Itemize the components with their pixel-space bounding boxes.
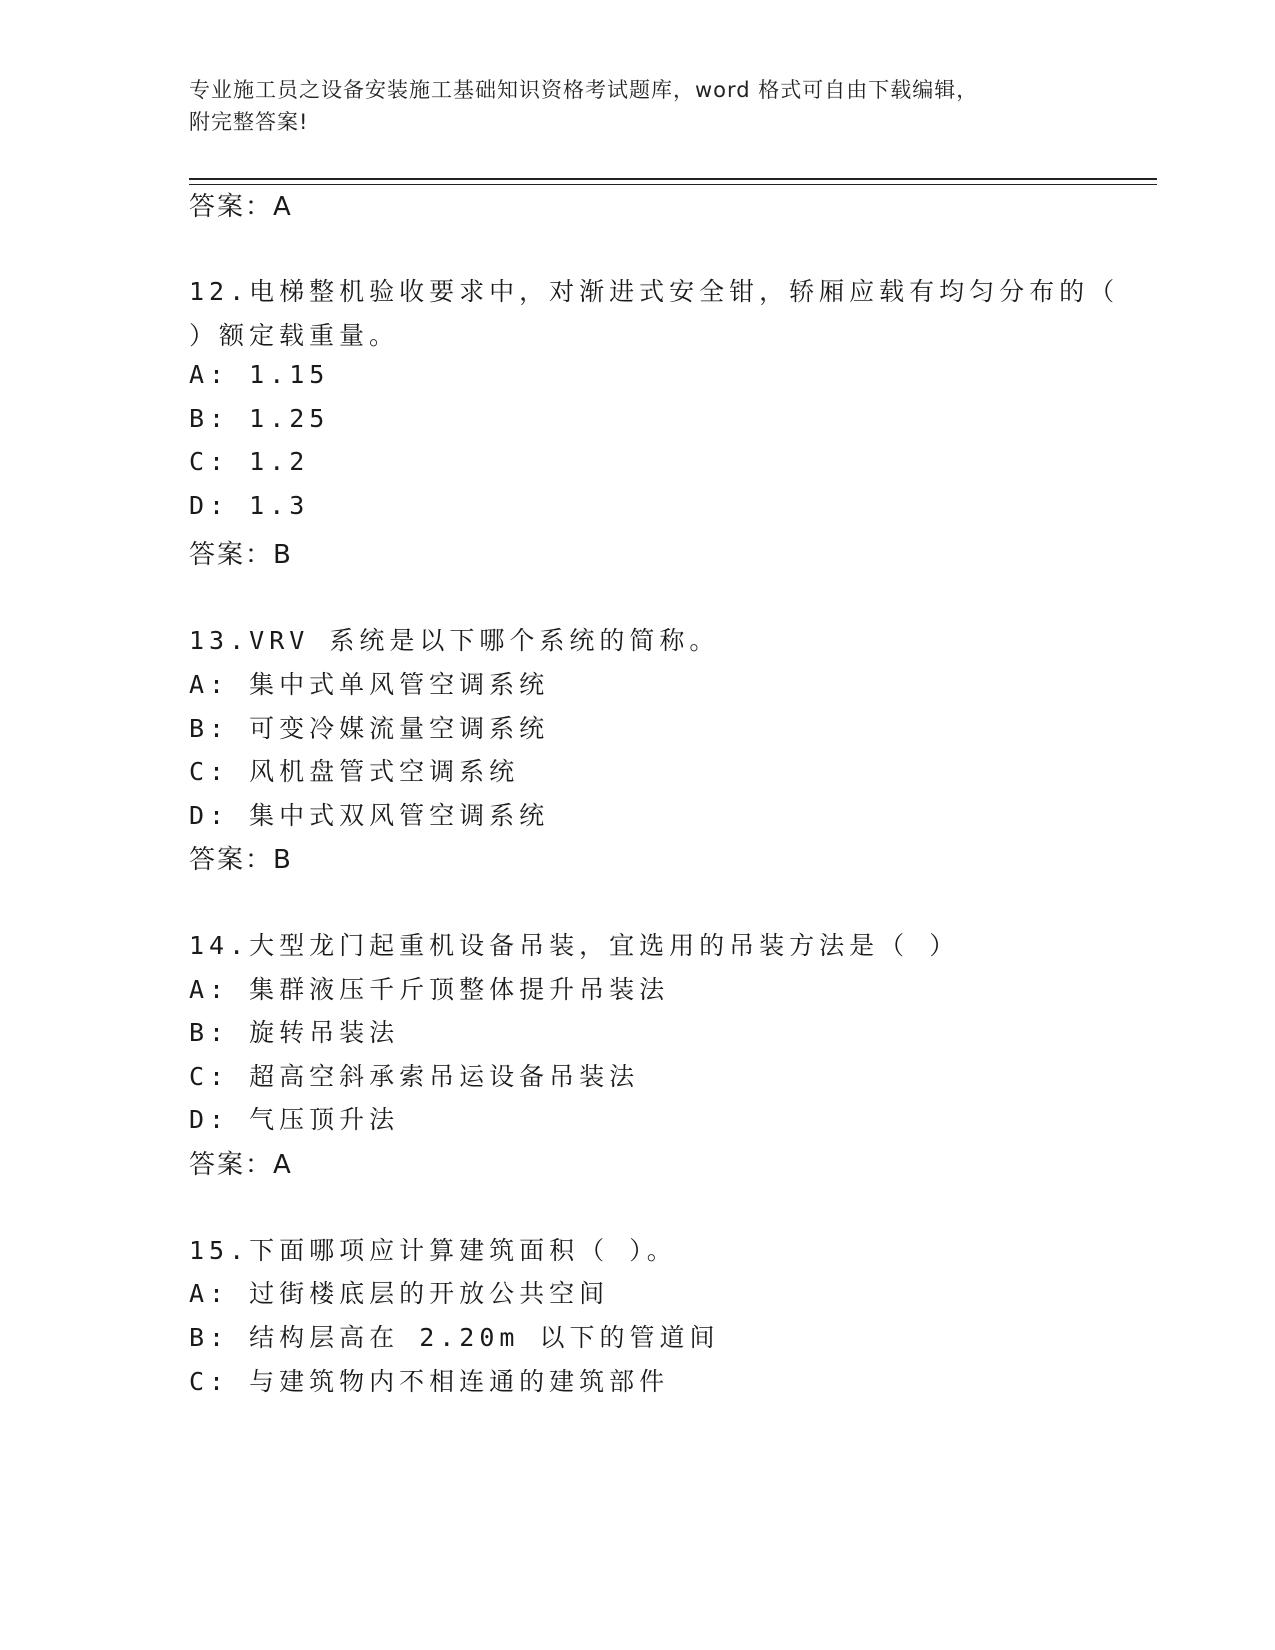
question-13-answer: 答案：B [189, 845, 293, 875]
question-15-option-a: A: 过街楼底层的开放公共空间 [189, 1279, 610, 1308]
question-14-option-d: D: 气压顶升法 [189, 1105, 400, 1134]
document-header [189, 74, 1089, 138]
question-15-option-b: B: 结构层高在 2.20m 以下的管道间 [189, 1323, 720, 1352]
question-12-stem-cont: ）额定载重量。 [189, 321, 400, 350]
header-line-2: 附完整答案! [189, 110, 309, 134]
question-14-stem: 14.大型龙门起重机设备吊装，宜选用的吊装方法是（ ） [189, 931, 960, 960]
question-14-option-b: B: 旋转吊装法 [189, 1018, 400, 1047]
question-12-option-a: A: 1.15 [189, 360, 330, 389]
question-14-answer: 答案：A [189, 1150, 293, 1180]
question-13-option-a: A: 集中式单风管空调系统 [189, 670, 550, 699]
question-13-option-d: D: 集中式双风管空调系统 [189, 801, 550, 830]
header-divider-thick [189, 178, 1157, 180]
question-13-option-b: B: 可变冷媒流量空调系统 [189, 714, 550, 743]
question-12-option-d: D: 1.3 [189, 491, 310, 520]
question-12-stem: 12.电梯整机验收要求中，对渐进式安全钳，轿厢应载有均匀分布的（ [189, 277, 1120, 306]
header-line-1: 专业施工员之设备安装施工基础知识资格考试题库，word 格式可自由下载编辑， [189, 78, 979, 102]
question-12-option-c: C: 1.2 [189, 447, 310, 476]
question-15-option-c: C: 与建筑物内不相连通的建筑部件 [189, 1367, 670, 1396]
prev-answer: 答案：A [189, 192, 293, 222]
question-12-answer: 答案：B [189, 540, 293, 570]
question-12-option-b: B: 1.25 [189, 404, 330, 433]
question-15-stem: 15.下面哪项应计算建筑面积（ ）。 [189, 1236, 677, 1265]
question-13-stem: 13.VRV 系统是以下哪个系统的简称。 [189, 626, 720, 655]
question-13-option-c: C: 风机盘管式空调系统 [189, 757, 520, 786]
header-divider-thin [189, 184, 1157, 185]
question-14-option-a: A: 集群液压千斤顶整体提升吊装法 [189, 975, 670, 1004]
question-14-option-c: C: 超高空斜承索吊运设备吊装法 [189, 1062, 640, 1091]
